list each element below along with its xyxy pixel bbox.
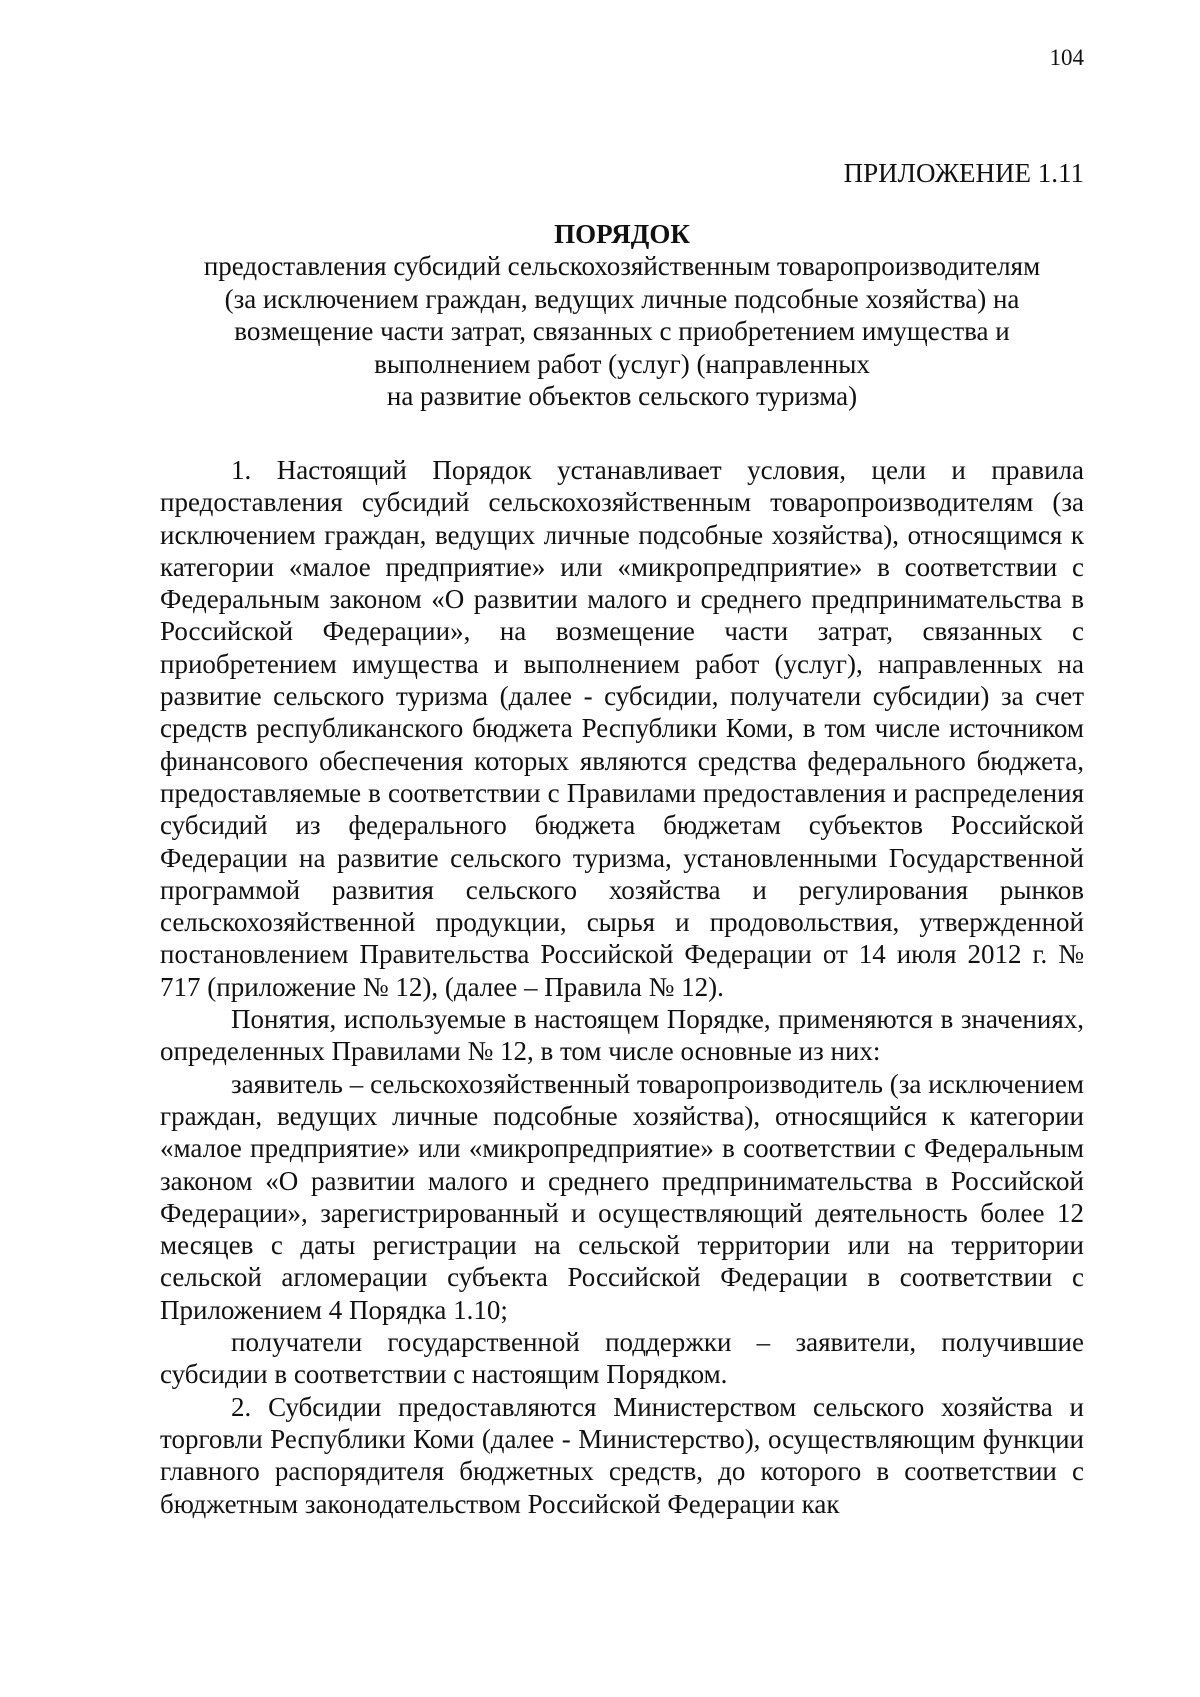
subtitle-line: на развитие объектов сельского туризма): [386, 381, 858, 412]
document-subtitle: [160, 250, 1084, 413]
document-body: [160, 454, 1084, 1520]
page-number: 104: [1049, 45, 1084, 70]
paragraph-applicant-definition: заявитель – сельскохозяйственный товаропроизводитель (за исключением граждан, ведущих личные подсобные хозяйства), относящийся к категории «малое предприятие» или «микропредприятие» в соответствии с Федеральным законом «О развитии малого и среднего предпринимательства в Российской Федерации», зарегистрированный и осуществляющий деятельность более 12 месяцев с даты регистрации на сельской территории или на территории сельской агломерации субъекта Российской Федерации в соответствии с Приложением 4 Порядка 1.10;: [160, 1068, 1084, 1325]
subtitle-line: возмещение части затрат, связанных с приобретением имущества и: [234, 316, 1010, 347]
document-title: ПОРЯДОК: [554, 219, 690, 249]
subtitle-line: выполнением работ (услуг) (направленных: [374, 348, 870, 379]
appendix-label: ПРИЛОЖЕНИЕ 1.11: [843, 158, 1084, 188]
paragraph-2: 2. Субсидии предоставляются Министерством сельского хозяйства и торговли Республики Коми (далее - Министерство), осуществляющим функции главного распорядителя бюджетных средств, до которого в соответствии с бюджетным законодательством Российской Федерации как: [160, 1391, 1084, 1519]
paragraph-1: 1. Настоящий Порядок устанавливает условия, цели и правила предоставления субсидий сельскохозяйственным товаропроизводителям (за исключением граждан, ведущих личные подсобные хозяйства), относящимся к категории «малое предприятие» или «микропредприятие» в соответствии с Федеральным законом «О развитии малого и среднего предпринимательства в Российской Федерации», на возмещение части затрат, связанных с приобретением имущества и выполнением работ (услуг), направленных на развитие сельского туризма (далее - субсидии, получатели субсидии) за счет средств республиканского бюджета Республики Коми, в том числе источником финансового обеспечения которых являются средства федерального бюджета, предоставляемые в соответствии с Правилами предоставления и распределения субсидий из федерального бюджета бюджетам субъектов Российской Федерации на развитие сельского туризма, установленными Государственной программой развития сельского хозяйства и регулирования рынков сельскохозяйственной продукции, сырья и продовольствия, утвержденной постановлением Правительства Российской Федерации от 14 июля 2012 г. № 717 (приложение № 12), (далее – Правила № 12).: [160, 455, 1084, 1002]
paragraph-definitions-intro: Понятия, используемые в настоящем Порядке, применяются в значениях, определенных Правилами № 12, в том числе основные из них:: [160, 1004, 1084, 1067]
subtitle-line: (за исключением граждан, ведущих личные подсобные хозяйства) на: [224, 283, 1020, 314]
subtitle-line: предоставления субсидий сельскохозяйственным товаропроизводителям: [203, 251, 1041, 281]
paragraph-recipients-definition: получатели государственной поддержки – заявители, получившие субсидии в соответствии с настоящим Порядком.: [160, 1327, 1084, 1390]
title-block: [160, 218, 1084, 413]
